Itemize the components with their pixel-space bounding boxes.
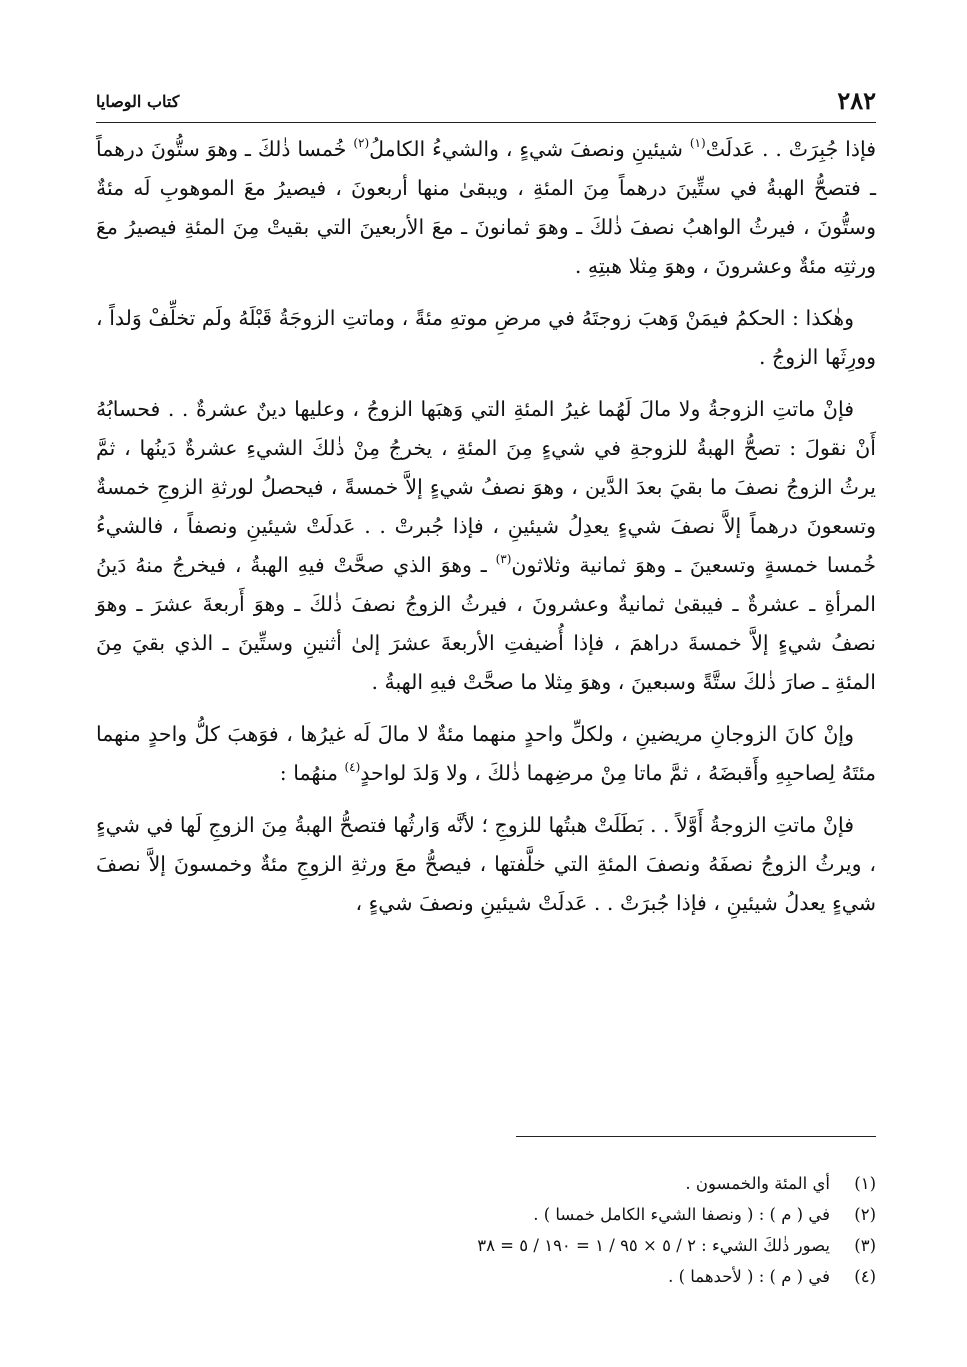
footnote-number: (٢) <box>854 1205 876 1224</box>
paragraph-4 <box>96 715 876 793</box>
paragraph-text: فإذا جُبِرَتْ . . عَدلَتْ <box>705 137 876 161</box>
footnote-text: يصور ذٰلكَ الشيء : ٢ / ٥ × ٩٥ / ١ = ١٩٠ / ٥ = ٣٨ <box>477 1236 830 1255</box>
footnote-number: (١) <box>854 1174 876 1193</box>
footnote-text: أي المئة والخمسون . <box>685 1174 830 1193</box>
paragraph-text: فإنْ ماتتِ الزوجةُ أَوَّلاً . . بَطَلَتْ هبتُها للزوجِ ؛ لأنَّه وَارثُها فتصحُّ الهبةُ مِنَ الزوجِ لَها في شيءٍ ، ويرثُ الزوجُ نصفَهُ ونصفَ المئةِ التي خلَّفتها ، فيصحُّ معَ ورثةِ الزوجِ مئةٌ وخمسونَ إلاَّ نصفَ شيءٍ يعدلُ شيئينِ ، فإذا جُبرَتْ . . عَدلَتْ شيئينِ ونصفَ شيءٍ ، <box>96 813 876 915</box>
paragraph-text: منهُما : <box>279 761 345 785</box>
paragraph-2 <box>96 299 876 377</box>
footnote-3 <box>96 1230 876 1261</box>
footnote-ref-1: (١) <box>689 136 706 150</box>
footnotes <box>96 1168 876 1292</box>
footnote-text: في ( م ) : ( لأحدهما ) . <box>668 1267 830 1286</box>
footnote-number: (٣) <box>854 1236 876 1255</box>
footnote-number: (٤) <box>854 1267 876 1286</box>
paragraph-1 <box>96 130 876 286</box>
footnote-4 <box>96 1261 876 1292</box>
paragraph-text: شيئينِ ونصفَ شيءٍ ، والشيءُ الكاملُ <box>369 137 690 161</box>
footnote-ref-4: (٤) <box>344 760 361 774</box>
paragraph-text: وإنْ كانَ الزوجانِ مريضينِ ، ولكلِّ واحدٍ منهما مئةٌ لا مالَ لَه غيرُها ، فوَهبَ كلُّ واحدٍ منهما مئتَهُ لِصاحبِهِ وأَقبضَهُ ، ثمَّ ماتا مِنْ مرضِهما ذٰلكَ ، ولا وَلدَ لواحدٍ <box>96 722 876 785</box>
paragraph-text: خُمسا ذٰلكَ ـ وهوَ ستُّونَ درهماً ـ فتصحُّ الهبةُ في ستِّينَ درهماً مِنَ المئةِ ، ويبقىٰ منها أربعونَ ، فيصيرُ معَ الموهوبِ لَه مئةٌ وستُّونَ ، فيرثُ الواهبُ نصفَ ذٰلكَ ـ وهوَ ثمانونَ ـ معَ الأربعينَ التي بقيتْ مِنَ المئةِ فيصيرُ معَ ورثتِه مئةٌ وعشرونَ ، وهوَ مِثلا هبتِهِ . <box>96 137 876 278</box>
page-number: ٢٨٢ <box>837 86 876 115</box>
paragraph-5 <box>96 806 876 923</box>
footnote-2 <box>96 1199 876 1230</box>
paragraph-3 <box>96 390 876 702</box>
paragraph-text: وهٰكذا : الحكمُ فيمَنْ وَهبَ زوجتَهُ في مرضِ موتهِ مئةً ، وماتتِ الزوجَةُ قَبْلَهُ ولَم تخلِّفْ وَلداً ، وورِثَها الزوجُ . <box>96 306 876 369</box>
header-rule <box>96 122 876 123</box>
paragraph-text: ـ وهوَ الذي صحَّتْ فيهِ الهبةُ ، فيخرجُ منهُ دَينُ المرأةِ ـ عشرةٌ ـ فيبقىٰ ثمانيةٌ وعشرونَ ، فيرثُ الزوجُ نصفَ ذٰلكَ ـ وهوَ أَربعةَ عشرَ ـ وهوَ نصفُ شيءٍ إلاَّ خمسةَ دراهمَ ، فإذا أُضيفتِ الأربعةَ عشرَ إلىٰ أثنينِ وستِّينَ ـ الذي بقيَ مِنَ المئةِ ـ صارَ ذٰلكَ ستَّةً وسبعينَ ، وهوَ مِثلا ما صحَّتْ فيهِ الهبةُ . <box>96 553 876 694</box>
book-title: كتاب الوصايا <box>96 92 180 111</box>
footnote-1 <box>96 1168 876 1199</box>
main-text <box>96 130 876 936</box>
footnote-text: في ( م ) : ( ونصفا الشيء الكامل خمسا ) . <box>533 1205 830 1224</box>
paragraph-text: فإنْ ماتتِ الزوجةُ ولا مالَ لَهُما غيرُ المئةِ التي وَهبَها الزوجُ ، وعليها دينٌ عشرةٌ . . فحسابُهُ أَنْ نقولَ : تصحُّ الهبةُ للزوجةِ في شيءٍ مِنَ المئةِ ، يخرجُ مِنْ ذٰلكَ الشيءِ عشرةٌ دَينُها ، ثمَّ يرثُ الزوجُ نصفَ ما بقيَ بعدَ الدَّين ، وهوَ نصفُ شيءٍ إلاَّ خمسةً ، فيحصلُ لورثةِ الزوجِ خمسةٌ وتسعونَ درهماً إلاَّ نصفَ شيءٍ يعدِلُ شيئينِ ، فإذا جُبرتْ . . عَدلَتْ شيئينِ ونصفاً ، فالشيءُ خُمسا خمسةٍ وتسعينَ ـ وهوَ ثمانية وثلاثون <box>96 397 876 577</box>
running-header <box>96 86 876 120</box>
footnote-ref-2: (٢) <box>353 136 370 150</box>
footnote-ref-3: (٣) <box>495 552 512 566</box>
footnote-rule <box>516 1136 876 1137</box>
